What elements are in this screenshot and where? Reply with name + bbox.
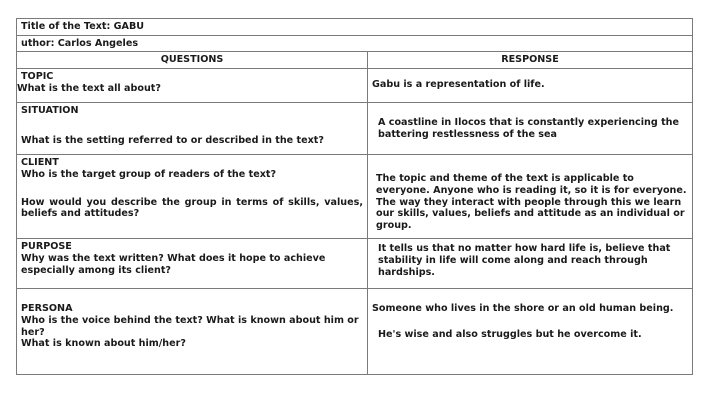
situation-row (17, 103, 693, 155)
response-header: RESPONSE (368, 52, 693, 69)
situation-question-cell (17, 103, 368, 155)
client-question-1: Who is the target group of readers of the text? (21, 168, 277, 180)
topic-label: TOPIC (21, 71, 54, 83)
topic-response: Gabu is a representation of life. (372, 79, 545, 91)
client-response: The topic and theme of the text is applicable to everyone. Anyone who is reading it, so it is for everyone. The way they interact with people through this we learn our skills, values, beliefs and attitude as an individual or group. (376, 173, 687, 231)
text-title: Title of the Text: GABU (17, 19, 693, 36)
topic-response-cell (368, 69, 693, 103)
situation-response: A coastline in Ilocos that is constantly experiencing the battering restlessness of the sea (378, 117, 679, 140)
persona-row (17, 289, 693, 375)
client-question-cell (17, 155, 368, 239)
column-header-row (17, 52, 693, 69)
topic-row (17, 69, 693, 103)
persona-response-cell (368, 289, 693, 375)
situation-question: What is the setting referred to or described in the text? (21, 134, 324, 146)
situation-response-cell (368, 103, 693, 155)
topic-question: What is the text all about? (17, 82, 161, 94)
purpose-row (17, 239, 693, 289)
client-question-2: How would you describe the group in terms of skills, values, beliefs and attitudes? (21, 196, 363, 220)
topic-question-cell (17, 69, 368, 103)
title-row (17, 19, 693, 36)
client-row (17, 155, 693, 239)
text-author: uthor: Carlos Angeles (17, 35, 693, 52)
author-row (17, 35, 693, 52)
purpose-response: It tells us that no matter how hard life is, believe that stability in life will come along and reach through hardships. (378, 243, 671, 278)
persona-question-1: Who is the voice behind the text? What is known about him or her? (21, 314, 359, 338)
purpose-label: PURPOSE (21, 241, 72, 253)
persona-label: PERSONA (21, 303, 73, 315)
analysis-table (16, 18, 693, 375)
purpose-question: Why was the text written? What does it hope to achieve especially among its client? (21, 252, 326, 276)
persona-question-cell (17, 289, 368, 375)
purpose-response-cell (368, 239, 693, 289)
persona-response-2: He's wise and also struggles but he overcome it. (378, 328, 642, 340)
questions-header: QUESTIONS (17, 52, 368, 69)
persona-question-2: What is known about him/her? (21, 338, 186, 350)
client-label: CLIENT (21, 157, 59, 169)
purpose-question-cell (17, 239, 368, 289)
client-response-cell (368, 155, 693, 239)
situation-label: SITUATION (21, 105, 79, 117)
persona-response-1: Someone who lives in the shore or an old human being. (372, 303, 674, 315)
